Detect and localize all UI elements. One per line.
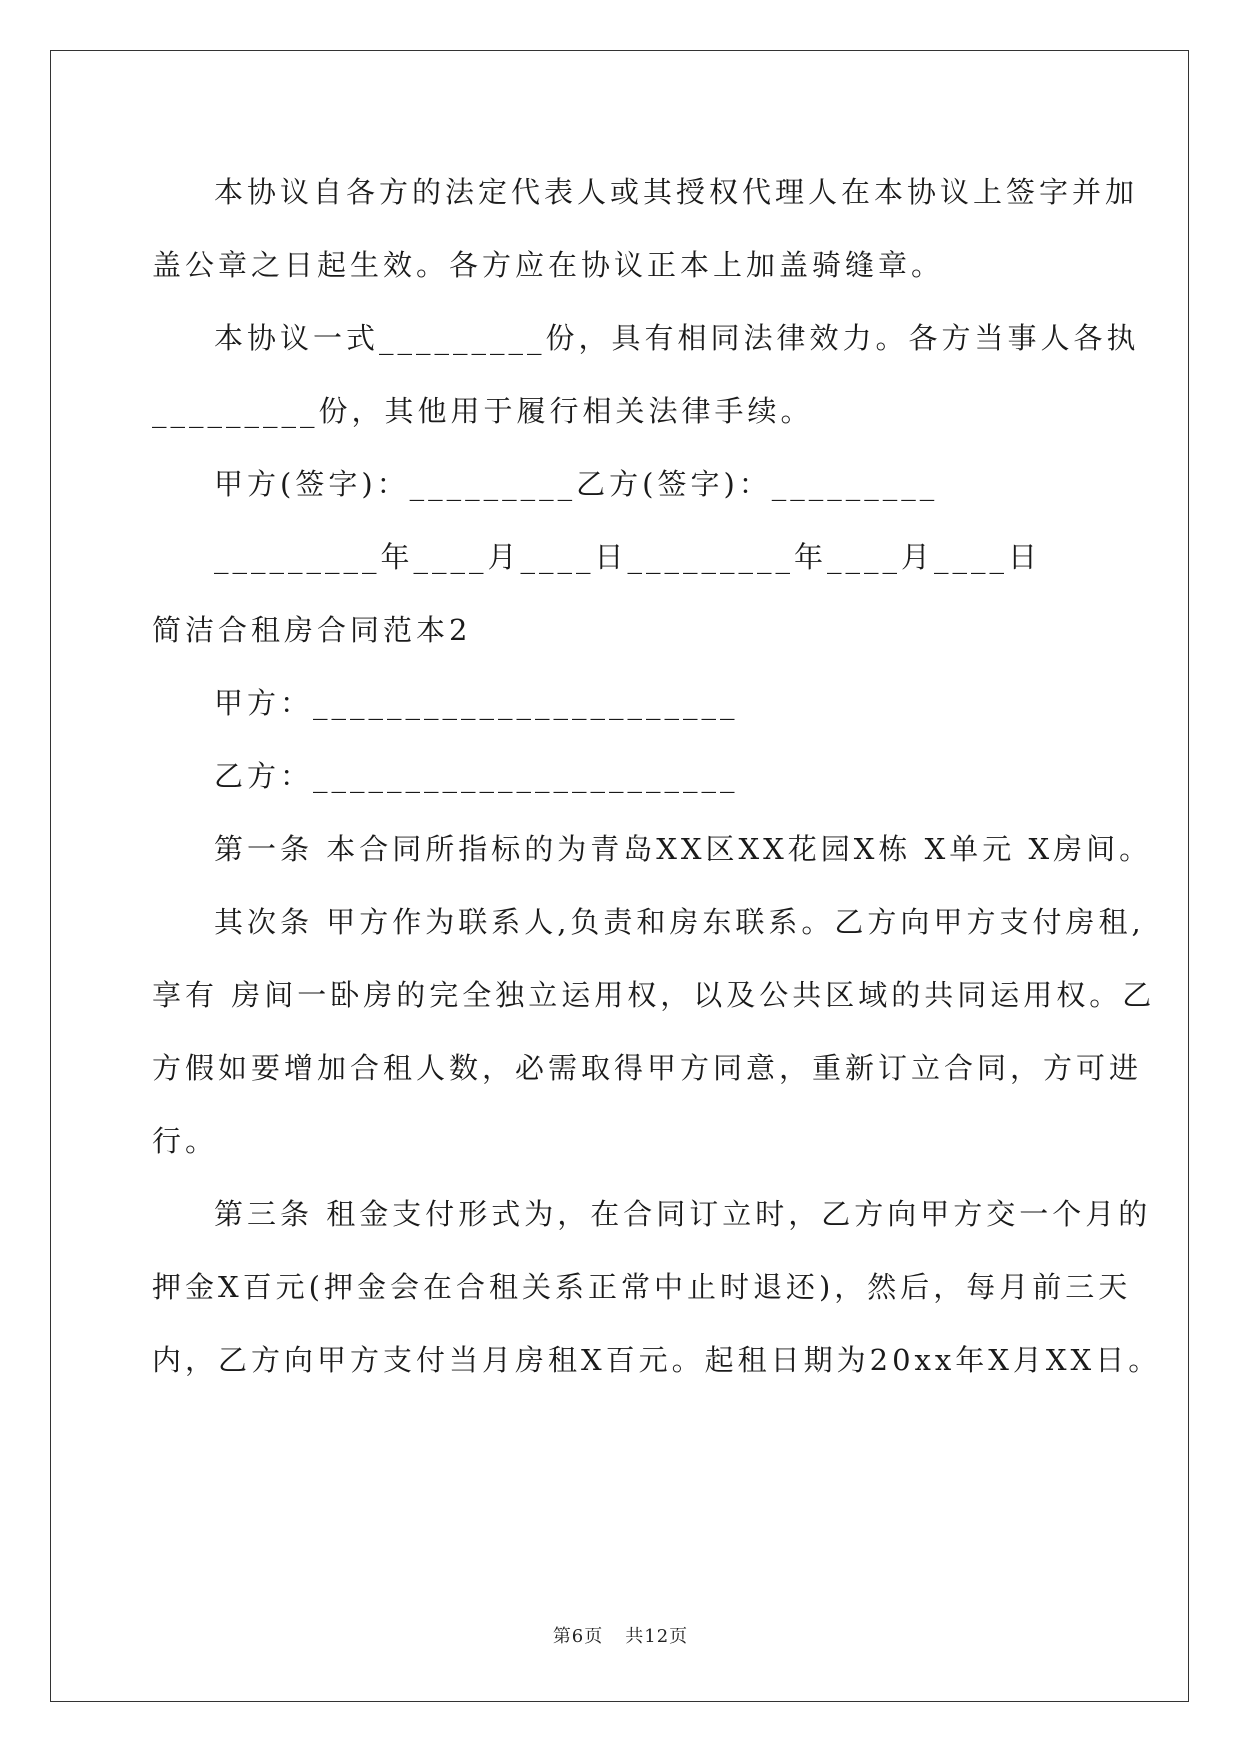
section-heading: 简洁合租房合同范本2	[152, 613, 472, 647]
signature-line: 甲方(签字)：_________乙方(签字)：_________	[214, 467, 939, 501]
article-three-line2: 押金X百元(押金会在合租关系正常中止时退还)，然后，每月前三天	[152, 1270, 1132, 1304]
article-two-line2: 享有 房间一卧房的完全独立运用权，以及公共区域的共同运用权。乙	[152, 978, 1156, 1012]
page-total: 共12页	[625, 1626, 689, 1647]
article-three-line1: 第三条 租金支付形式为，在合同订立时，乙方向甲方交一个月的	[214, 1197, 1152, 1231]
article-two-line4: 行。	[152, 1124, 219, 1158]
article-one: 第一条 本合同所指标的为青岛XX区XX花园X栋 X单元 X房间。	[214, 832, 1153, 866]
article-three-line3: 内，乙方向甲方支付当月房租X百元。起租日期为20xx年X月XX日。	[152, 1343, 1162, 1377]
party-b-field: 乙方：_______________________	[214, 759, 739, 793]
paragraph-effective-clause-line2: 盖公章之日起生效。各方应在协议正本上加盖骑缝章。	[152, 248, 945, 282]
paragraph-copies-line1: 本协议一式_________份，具有相同法律效力。各方当事人各执	[214, 321, 1140, 355]
date-line: _________年____月____日_________年____月____日	[214, 540, 1042, 574]
article-two-line1: 其次条 甲方作为联系人,负责和房东联系。乙方向甲方支付房租,	[214, 905, 1145, 939]
page-number: 第6页	[552, 1626, 604, 1647]
party-a-field: 甲方：_______________________	[214, 686, 739, 720]
article-two-line3: 方假如要增加合租人数，必需取得甲方同意，重新订立合同，方可进	[152, 1051, 1143, 1085]
page-footer	[0, 1622, 1241, 1648]
page-border	[50, 50, 1189, 1702]
paragraph-copies-line2: _________份，其他用于履行相关法律手续。	[152, 394, 814, 428]
paragraph-effective-clause-line1: 本协议自各方的法定代表人或其授权代理人在本协议上签字并加	[214, 175, 1139, 209]
